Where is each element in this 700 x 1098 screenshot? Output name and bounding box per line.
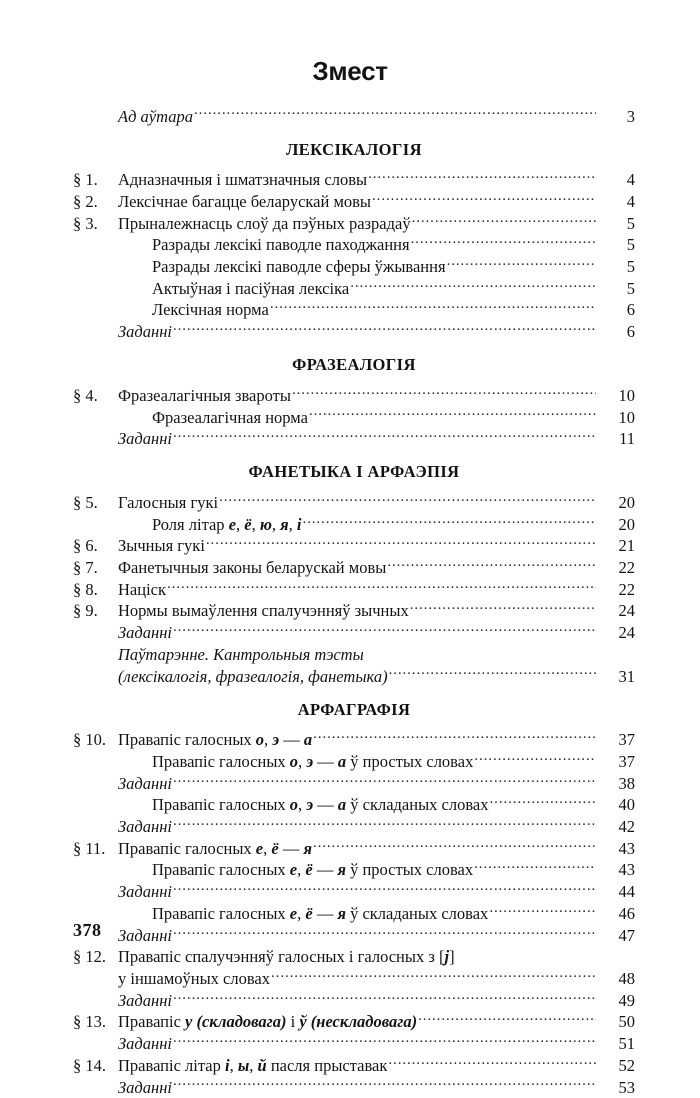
dot-leader [410, 600, 596, 617]
entry-page: 4 [626, 170, 635, 190]
entry-page: 24 [618, 601, 635, 621]
toc-entry[interactable] [73, 256, 635, 278]
dot-leader [350, 277, 596, 294]
entry-page: 46 [618, 903, 635, 923]
toc-entry[interactable] [73, 729, 635, 751]
entry-number: § 10. [73, 730, 106, 750]
entry-label: Правапіс галосных о, э — а ў складаных словах [152, 795, 489, 815]
toc-entry[interactable] [73, 665, 635, 687]
toc-entry[interactable] [73, 491, 635, 513]
entry-page: 22 [618, 558, 635, 578]
entry-page: 37 [618, 751, 635, 771]
dot-leader [313, 729, 596, 746]
entry-label: Націск [118, 579, 166, 599]
toc-entry[interactable] [73, 859, 635, 881]
entry-page: 31 [618, 666, 635, 686]
toc-entry[interactable] [73, 750, 635, 772]
entry-label: Правапіс літар і, ы, й пасля прыставак [118, 1055, 388, 1075]
dot-leader [271, 968, 596, 985]
dot-leader [173, 321, 596, 338]
entry-label: Правапіс галосных е, ё — я ў простых словах [152, 860, 474, 880]
entry-page: 20 [618, 514, 635, 534]
entry-label: у іншамоўных словах [118, 969, 271, 988]
entry-page: 43 [618, 838, 635, 858]
dot-leader [173, 924, 596, 941]
toc-entry[interactable] [73, 1011, 635, 1033]
page-title: Змест [312, 56, 388, 86]
entry-page: 37 [618, 730, 635, 750]
entry-number: § 6. [73, 536, 98, 556]
dot-leader [411, 234, 596, 251]
dot-leader [372, 190, 596, 207]
entry-label: Правапіс спалучэнняў галосных і галосных з [j] [118, 947, 455, 967]
entry-label: Заданні [118, 773, 172, 793]
entry-label: Заданні [118, 1034, 172, 1054]
entry-label: Фразеалагічныя звароты [118, 385, 291, 405]
entry-label: Фразеалагічная норма [152, 407, 308, 427]
entry-label: Правапіс у (складовага) і ў (нескладовага) [118, 1012, 418, 1032]
entry-page: 40 [618, 795, 635, 815]
dot-leader [219, 491, 596, 508]
entry-number: § 14. [73, 1055, 106, 1075]
toc-entry[interactable] [73, 902, 635, 924]
entry-label: Заданні [118, 925, 172, 945]
entry-page: 4 [626, 191, 635, 211]
entry-number: § 7. [73, 558, 98, 578]
dot-leader [173, 1033, 596, 1050]
dot-leader [173, 772, 596, 789]
toc-entry[interactable] [73, 299, 635, 321]
dot-leader [173, 1076, 596, 1093]
entry-label: Правапіс галосных о, э — а ў простых словах [152, 751, 474, 771]
entry-page: 5 [626, 235, 635, 255]
entry-page: 3 [626, 106, 635, 126]
toc-entry[interactable] [73, 513, 635, 535]
toc-entry[interactable] [73, 772, 635, 794]
dot-leader [206, 535, 596, 552]
entry-page: 20 [618, 492, 635, 512]
entry-label: Галосныя гукі [118, 492, 219, 512]
entry-label: Ад аўтара [118, 106, 193, 126]
entry-page: 11 [619, 429, 635, 449]
toc-entry[interactable] [73, 837, 635, 859]
page-folio: 378 [73, 920, 102, 940]
entry-label: Прыналежнасць слоў да пэўных разрадаў [118, 213, 411, 233]
entry-number: § 2. [73, 191, 98, 211]
entry-label: Фанетычныя законы беларускай мовы [118, 558, 387, 578]
dot-leader [173, 989, 596, 1006]
toc-entry[interactable] [73, 1054, 635, 1076]
entry-label: Актыўная і пасіўная лексіка [152, 278, 350, 298]
entry-label: Лексічнае багацце беларускай мовы [118, 191, 372, 211]
entry-page: 5 [626, 213, 635, 233]
entry-page: 53 [618, 1077, 635, 1097]
entry-label: Роля літар е, ё, ю, я, і [152, 514, 302, 534]
dot-leader [447, 256, 596, 273]
entry-number: § 8. [73, 579, 98, 599]
toc-entry[interactable] [73, 428, 635, 450]
section-heading: ФАНЕТЫКА І АРФАЭПІЯ [248, 462, 460, 482]
entry-label: Лексічная норма [152, 300, 269, 320]
dot-leader [490, 794, 596, 811]
entry-page: 51 [618, 1034, 635, 1054]
entry-label: Заданні [118, 623, 172, 643]
dot-leader [456, 946, 596, 963]
dot-leader [167, 578, 596, 595]
entry-page: 38 [618, 773, 635, 793]
dot-leader [194, 105, 596, 122]
entry-label: Заданні [118, 1077, 172, 1097]
entry-page: 24 [618, 623, 635, 643]
entry-page: 42 [618, 817, 635, 837]
entry-page: 49 [618, 990, 635, 1010]
toc-entry[interactable] [73, 1033, 635, 1055]
dot-leader [412, 212, 596, 229]
entry-page: 6 [626, 300, 635, 320]
entry-page: 43 [618, 860, 635, 880]
section-heading: ФРАЗЕАЛОГІЯ [292, 355, 416, 375]
entry-number: § 3. [73, 213, 98, 233]
entry-page: 10 [618, 407, 635, 427]
dot-leader [173, 622, 596, 639]
toc-entry[interactable] [73, 600, 635, 622]
entry-label: Разрады лексікі паводле паходжання [152, 235, 410, 255]
toc-entry[interactable] [73, 234, 635, 256]
dot-leader [368, 169, 596, 186]
entry-number: § 12. [73, 947, 106, 967]
toc-entry[interactable] [73, 881, 635, 903]
toc-entry[interactable] [73, 384, 635, 406]
entry-page: 52 [618, 1055, 635, 1075]
toc-entry[interactable] [73, 578, 635, 600]
entry-label: Заданні [118, 882, 172, 902]
entry-label: Зычныя гукі [118, 536, 205, 556]
toc-entry[interactable] [73, 321, 635, 343]
dot-leader [387, 557, 596, 574]
dot-leader [173, 881, 596, 898]
toc-entry[interactable] [73, 212, 635, 234]
entry-number: § 13. [73, 1012, 106, 1032]
entry-page: 10 [618, 385, 635, 405]
dot-leader [309, 406, 596, 423]
dot-leader [474, 859, 596, 876]
dot-leader [292, 384, 596, 401]
toc-entry[interactable] [73, 924, 635, 946]
entry-label: Правапіс галосных е, ё — я [118, 838, 312, 858]
entry-label: Заданні [118, 322, 172, 342]
dot-leader [474, 750, 596, 767]
entry-page: 47 [618, 925, 635, 945]
toc-entry[interactable] [73, 1076, 635, 1098]
entry-label: Адназначныя і шматзначныя словы [118, 170, 368, 190]
entry-label: Паўтарэнне. Кантрольныя тэсты [118, 644, 364, 664]
toc-entry[interactable] [73, 816, 635, 838]
entry-page: 5 [626, 257, 635, 277]
dot-leader [173, 428, 596, 445]
dot-leader [418, 1011, 596, 1028]
entry-label: Нормы вымаўлення спалучэнняў зычных [118, 601, 409, 621]
entry-number: § 4. [73, 385, 98, 405]
dot-leader [388, 1054, 596, 1071]
entry-label: Правапіс галосных о, э — а [118, 730, 313, 750]
toc-entry[interactable] [73, 989, 635, 1011]
entry-label: (лексікалогія, фразеалогія, фанетыка) [118, 666, 388, 686]
toc-entry[interactable] [73, 190, 635, 212]
entry-page: 21 [618, 536, 635, 556]
entry-label: Заданні [118, 817, 172, 837]
entry-page: 5 [626, 278, 635, 298]
toc-entry[interactable] [73, 643, 635, 665]
toc-sections [73, 140, 635, 1098]
dot-leader [365, 643, 596, 660]
entry-page: 48 [618, 969, 635, 988]
toc-entry[interactable] [73, 406, 635, 428]
entry-label: Правапіс галосных е, ё — я ў складаных словах [152, 903, 489, 923]
toc-entry-front[interactable] [73, 105, 635, 127]
entry-page: 22 [618, 579, 635, 599]
toc-entry[interactable] [73, 794, 635, 816]
toc-entry[interactable] [73, 946, 635, 968]
entry-label: Разрады лексікі паводле сферы ўжывання [152, 257, 446, 277]
entry-page: 50 [618, 1012, 635, 1032]
entry-page: 6 [626, 322, 635, 342]
entry-label: Заданні [118, 990, 172, 1010]
dot-leader [270, 299, 596, 316]
dot-leader [302, 513, 596, 530]
toc-entry[interactable] [73, 557, 635, 579]
toc-entry[interactable] [73, 535, 635, 557]
entry-number: § 5. [73, 492, 98, 512]
toc-content [73, 105, 635, 1098]
entry-number: § 11. [73, 838, 106, 858]
dot-leader [313, 837, 596, 854]
dot-leader [173, 816, 596, 833]
entry-page: 44 [618, 882, 635, 902]
toc-entry[interactable] [73, 968, 635, 990]
dot-leader [489, 902, 596, 919]
toc-entry[interactable] [73, 169, 635, 191]
entry-number: § 1. [73, 170, 98, 190]
toc-entry[interactable] [73, 622, 635, 644]
toc-entry[interactable] [73, 277, 635, 299]
entry-label: Заданні [118, 429, 172, 449]
section-heading: ЛЕКСІКАЛОГІЯ [286, 139, 422, 159]
entry-number: § 9. [73, 601, 98, 621]
section-heading: АРФАГРАФІЯ [297, 699, 411, 719]
dot-leader [389, 665, 596, 682]
